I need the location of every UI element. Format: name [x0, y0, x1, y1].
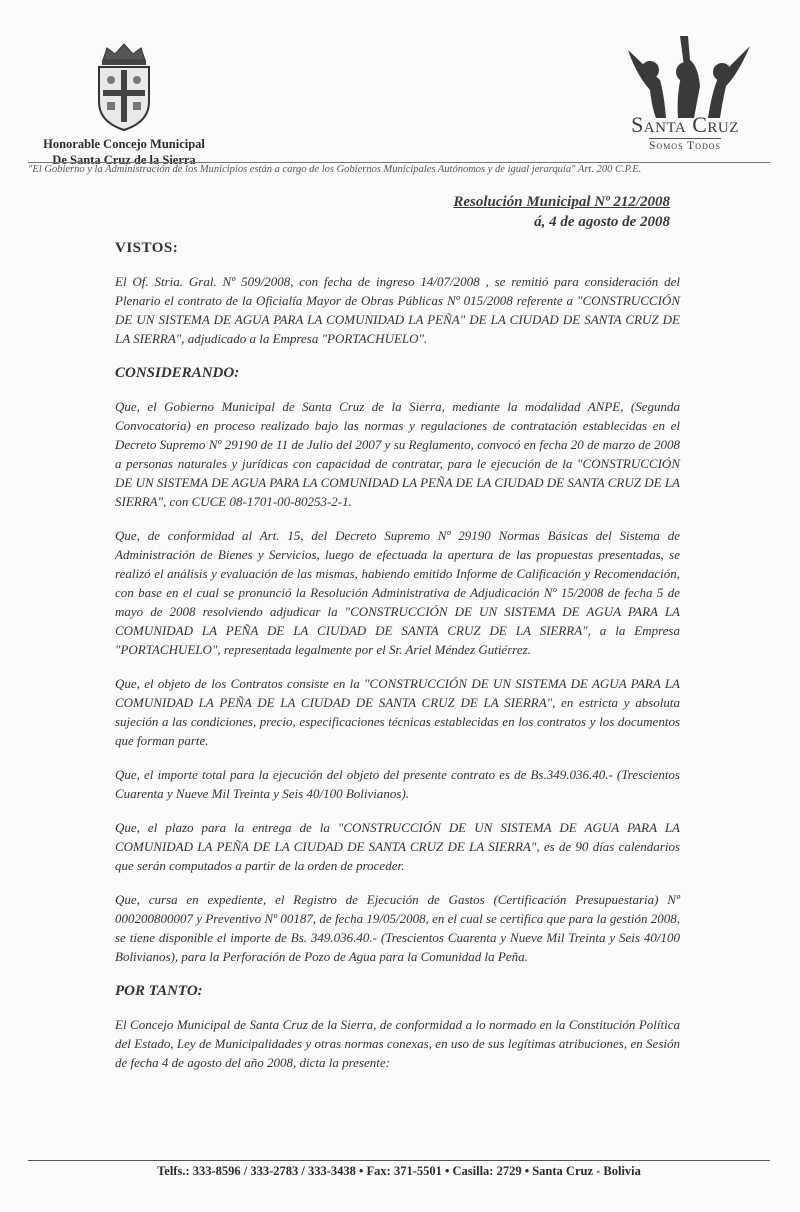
- header-divider: [28, 162, 770, 163]
- council-name-line2: De Santa Cruz de la Sierra: [52, 153, 196, 167]
- por-tanto-paragraph: El Concejo Municipal de Santa Cruz de la Sierra, de conformidad a lo normado en la Constitución Política del Estado, Ley de Municipalidades y otras normas conexas, en uso de sus legítimas atribuciones, en Sesión de fecha 4 de agosto del año 2008, dicta la presente:: [115, 1017, 680, 1070]
- footer-divider: [28, 1160, 770, 1161]
- considerando-heading: CONSIDERANDO:: [115, 365, 240, 381]
- considerando-paragraph: Que, el objeto de los Contratos consiste en la "CONSTRUCCIÓN DE UN SISTEMA DE AGUA PARA LA COMUNIDAD LA PEÑA DE LA CIUDAD DE SANTA CRUZ DE LA SIERRA", en estricta y absoluta sujeción a las condiciones, precio, especificaciones técnicas establecidas en los contratos y los documentos que forman parte.: [115, 676, 680, 748]
- footer-contact: Telfs.: 333-8596 / 333-2783 / 333-3438 • Fax: 371-5501 • Casilla: 2729 • Santa Cruz - Bolivia: [157, 1164, 641, 1178]
- considerando-paragraph: Que, de conformidad al Art. 15, del Decreto Supremo Nº 29190 Normas Básicas del Sistema de Administración de Bienes y Servicios, luego de efectuada la apertura de las propuestas presentadas, se realizó el análisis y evaluación de las mismas, habiendo emitido Informe de Calificación y Recomendación, con base en el cual se pronunció la Resolución Administrativa de Adjudicación Nº 15/2008 de fecha 5 de mayo de 2008 resolviendo adjudicar la "CONSTRUCCIÓN DE UN SISTEMA DE AGUA PARA LA COMUNIDAD LA PEÑA DE LA CIUDAD DE SANTA CRUZ DE LA SIERRA", a la Empresa "PORTACHUELO", representada legalmente por el Sr. Ariel Méndez Gutiérrez.: [115, 528, 680, 657]
- vistos-paragraph: El Of. Stria. Gral. Nº 509/2008, con fecha de ingreso 14/07/2008 , se remitió para consideración del Plenario el contrato de la Oficialía Mayor de Obras Públicas Nº 015/2008 referente a "CONSTRUCCIÓN DE UN SISTEMA DE AGUA PARA LA COMUNIDAD LA PEÑA" DE LA CIUDAD DE SANTA CRUZ DE LA SIERRA", adjudicado a la Empresa "PORTACHUELO".: [115, 274, 680, 346]
- considerando-paragraph: Que, el plazo para la entrega de la "CONSTRUCCIÓN DE UN SISTEMA DE AGUA PARA LA COMUNIDAD LA PEÑA DE LA CIUDAD DE SANTA CRUZ DE LA SIERRA", es de 90 días calendarios que serán computados a partir de la orden de proceder.: [115, 820, 680, 873]
- constitution-quote: "El Gobierno y la Administración de los Municipios están a cargo de los Gobiernos Municipales Autónomos y de igual jerarquía" Art. 200 C.P.E.: [28, 164, 642, 175]
- people-logo-icon: [610, 30, 760, 120]
- council-name-line1: Honorable Concejo Municipal: [43, 137, 205, 151]
- considerando-paragraph: Que, el importe total para la ejecución del objeto del presente contrato es de Bs.349.036.40.- (Trescientos Cuarenta y Nueve Mil Treinta y Seis 40/100 Bolivianos).: [115, 767, 680, 801]
- resolution-title: Resolución Municipal Nº 212/2008: [453, 194, 670, 210]
- considerando-paragraph: Que, cursa en expediente, el Registro de Ejecución de Gastos (Certificación Presupuestaria) Nº 000200800007 y Preventivo Nº 00187, de fecha 19/05/2008, en el cual se certifica que para la gestión 2008, se tiene disponible el importe de Bs. 349.036.40.- (Trescientos Cuarenta y Nueve Mil Treinta y Seis 40/100 Bolivianos), para la Perforación de Pozo de Agua para la Comunidad la Peña.: [115, 892, 680, 964]
- considerando-paragraph: Que, el Gobierno Municipal de Santa Cruz de la Sierra, mediante la modalidad ANPE, (Segunda Convocatoria) en proceso realizado bajo las normas y regulaciones de contratación establecidas en el Decreto Supremo Nº 29190 de 11 de Julio del 2007 y su Reglamento, convocó en fecha 20 de marzo de 2008 a personas naturales y jurídicas con capacidad de contratar, para le ejecución de la "CONSTRUCCIÓN DE UN SISTEMA DE AGUA PARA LA COMUNIDAD LA PEÑA DE LA CIUDAD DE SANTA CRUZ DE LA SIERRA", con CUCE 08-1701-00-80253-2-1.: [115, 399, 680, 509]
- por-tanto-heading: POR TANTO:: [115, 983, 203, 999]
- council-header: [24, 40, 224, 167]
- logo-subtitle: Somos Todos: [649, 140, 721, 152]
- vistos-heading: VISTOS:: [115, 240, 179, 256]
- resolution-date: á, 4 de agosto de 2008: [534, 214, 670, 230]
- coat-of-arms-icon: [89, 40, 159, 135]
- santa-cruz-logo: [600, 30, 770, 154]
- logo-title: Santa Cruz: [631, 112, 739, 137]
- resolution-body: [115, 238, 680, 1072]
